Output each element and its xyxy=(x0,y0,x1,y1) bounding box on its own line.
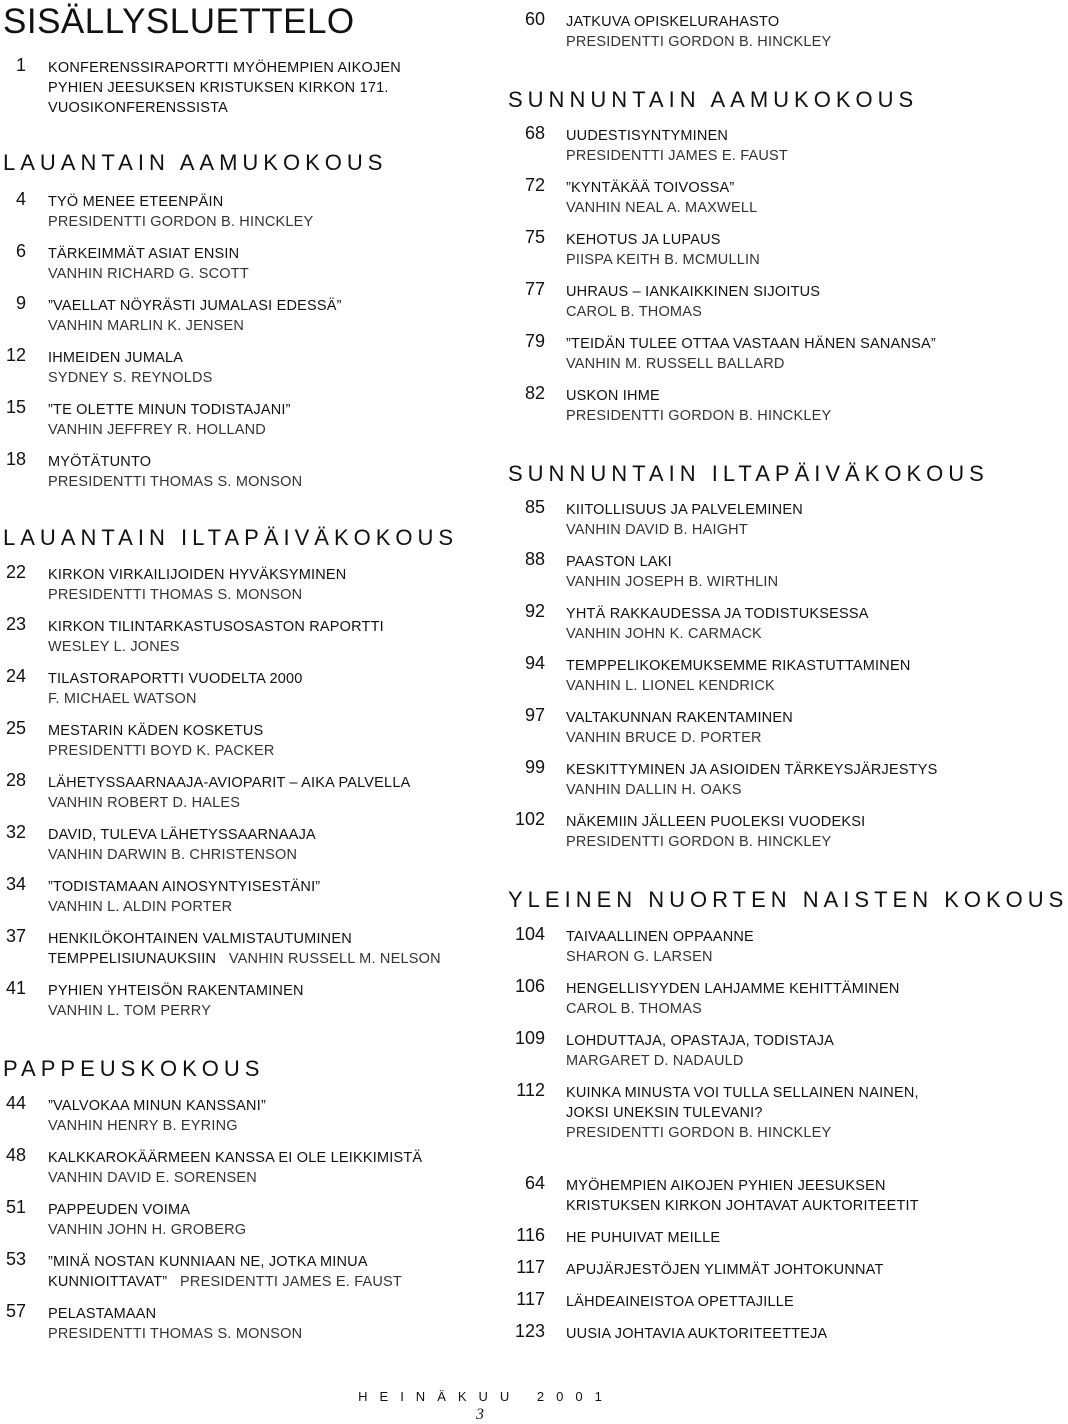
entry-title: HENKILÖKOHTAINEN VALMISTAUTUMINEN xyxy=(48,931,352,947)
entry-speaker: VANHIN NEAL A. MAXWELL xyxy=(566,200,758,216)
entry-title: ”MINÄ NOSTAN KUNNIAAN NE, JOTKA MINUA xyxy=(48,1254,368,1270)
entry-title-continued: KRISTUKSEN KIRKON JOHTAVAT AUKTORITEETIT xyxy=(566,1198,919,1214)
page-number: 28 xyxy=(5,770,26,790)
entry-title: HE PUHUIVAT MEILLE xyxy=(566,1230,721,1246)
entry-speaker: VANHIN RICHARD G. SCOTT xyxy=(48,266,249,282)
entry-title: LOHDUTTAJA, OPASTAJA, TODISTAJA xyxy=(566,1033,835,1049)
page-number: 104 xyxy=(514,924,545,944)
entry-speaker: F. MICHAEL WATSON xyxy=(48,691,197,707)
section-heading: SUNNUNTAIN ILTAPÄIVÄKOKOUS xyxy=(508,461,989,486)
entry-title: PAASTON LAKI xyxy=(566,554,672,570)
entry-title: UUDESTISYNTYMINEN xyxy=(566,128,729,144)
entry-speaker: VANHIN BRUCE D. PORTER xyxy=(566,730,762,746)
entry-speaker: PRESIDENTTI GORDON B. HINCKLEY xyxy=(566,34,832,50)
section-heading: LAUANTAIN ILTAPÄIVÄKOKOUS xyxy=(3,525,459,550)
entry-title: MESTARIN KÄDEN KOSKETUS xyxy=(48,723,264,739)
entry-title: MYÖHEMPIEN AIKOJEN PYHIEN JEESUKSEN xyxy=(566,1178,886,1194)
page-number: 44 xyxy=(5,1093,26,1113)
entry-speaker: PRESIDENTTI GORDON B. HINCKLEY xyxy=(48,214,314,230)
folio-number: 3 xyxy=(476,1406,484,1423)
page-number: 117 xyxy=(516,1257,545,1277)
entry-speaker: VANHIN ROBERT D. HALES xyxy=(48,795,241,811)
entry-title: ”TE OLETTE MINUN TODISTAJANI” xyxy=(48,402,291,418)
entry-title: HENGELLISYYDEN LAHJAMME KEHITTÄMINEN xyxy=(566,981,900,997)
section-heading: LAUANTAIN AAMUKOKOUS xyxy=(3,150,388,175)
page-footer xyxy=(0,1388,960,1423)
page-number: 94 xyxy=(524,653,545,673)
entry-title-continued: JOKSI UNEKSIN TULEVANI? xyxy=(566,1105,763,1121)
page-number: 85 xyxy=(524,497,545,517)
page-number: 60 xyxy=(524,9,545,29)
entry-speaker: VANHIN M. RUSSELL BALLARD xyxy=(566,356,785,372)
entry-title: USKON IHME xyxy=(566,388,660,404)
entry-speaker: PRESIDENTTI JAMES E. FAUST xyxy=(566,148,788,164)
entry-speaker: SHARON G. LARSEN xyxy=(566,949,713,965)
entry-title: TYÖ MENEE ETEENPÄIN xyxy=(48,194,224,210)
entry-title: KESKITTYMINEN JA ASIOIDEN TÄRKEYSJÄRJESTYS xyxy=(566,762,938,778)
page-number: 97 xyxy=(524,705,545,725)
entry-speaker: PRESIDENTTI THOMAS S. MONSON xyxy=(48,474,303,490)
entry-speaker: PIISPA KEITH B. MCMULLIN xyxy=(566,252,760,268)
page-number: 41 xyxy=(5,978,26,998)
entry-speaker: VANHIN L. ALDIN PORTER xyxy=(48,899,233,915)
entry-title: KIRKON TILINTARKASTUSOSASTON RAPORTTI xyxy=(48,619,384,635)
entry-title: APUJÄRJESTÖJEN YLIMMÄT JOHTOKUNNAT xyxy=(566,1262,884,1278)
entry-title: KIITOLLISUUS JA PALVELEMINEN xyxy=(566,502,803,518)
page-number: 117 xyxy=(516,1289,545,1309)
page-number: 77 xyxy=(524,279,545,299)
entry-speaker: VANHIN DAVID E. SORENSEN xyxy=(48,1170,257,1186)
entry-title: KUINKA MINUSTA VOI TULLA SELLAINEN NAINEN, xyxy=(566,1085,919,1101)
entry-speaker: WESLEY L. JONES xyxy=(48,639,180,655)
entry-title: PYHIEN YHTEISÖN RAKENTAMINEN xyxy=(48,983,304,999)
page-number: 48 xyxy=(5,1145,26,1165)
page-number: 25 xyxy=(5,718,26,738)
page-number: 4 xyxy=(15,189,26,209)
page-number: 88 xyxy=(524,549,545,569)
entry-title: ”VAELLAT NÖYRÄSTI JUMALASI EDESSÄ” xyxy=(48,298,342,314)
page-number: 1 xyxy=(15,55,26,75)
entry-speaker: PRESIDENTTI GORDON B. HINCKLEY xyxy=(566,408,832,424)
entry-title: VALTAKUNNAN RAKENTAMINEN xyxy=(566,710,793,726)
entry-title-continued: TEMPPELISIUNAUKSIIN xyxy=(48,951,217,967)
entry-speaker: VANHIN JOHN H. GROBERG xyxy=(48,1222,247,1238)
entry-title-continued: KUNNIOITTAVAT” xyxy=(48,1274,168,1290)
entry-title: KEHOTUS JA LUPAUS xyxy=(566,232,721,248)
page-number: 64 xyxy=(524,1173,545,1193)
entry-title: JATKUVA OPISKELURAHASTO xyxy=(566,14,780,30)
page-number: 53 xyxy=(5,1249,26,1269)
entry-title: ”TODISTAMAAN AINOSYNTYISESTÄNI” xyxy=(48,879,321,895)
page-number: 24 xyxy=(5,666,26,686)
entry-title: ”TEIDÄN TULEE OTTAA VASTAAN HÄNEN SANANSA” xyxy=(566,336,936,352)
section-heading: SUNNUNTAIN AAMUKOKOUS xyxy=(508,87,919,112)
page-number: 75 xyxy=(524,227,545,247)
entry-title: LÄHETYSSAARNAAJA-AVIOPARIT – AIKA PALVELLA xyxy=(48,775,411,791)
entry-title: DAVID, TULEVA LÄHETYSSAARNAAJA xyxy=(48,827,316,843)
page-number: 99 xyxy=(524,757,545,777)
entry-speaker: PRESIDENTTI GORDON B. HINCKLEY xyxy=(566,1125,832,1141)
entry-title: KALKKAROKÄÄRMEEN KANSSA EI OLE LEIKKIMISTÄ xyxy=(48,1150,423,1166)
page-number: 22 xyxy=(5,562,26,582)
entry-title: UUSIA JOHTAVIA AUKTORITEETTEJA xyxy=(566,1326,828,1342)
page-number: 92 xyxy=(524,601,545,621)
entry-title: KIRKON VIRKAILIJOIDEN HYVÄKSYMINEN xyxy=(48,567,347,583)
entry-speaker: VANHIN JOSEPH B. WIRTHLIN xyxy=(566,574,779,590)
entry-speaker: VANHIN DALLIN H. OAKS xyxy=(566,782,742,798)
page-number: 123 xyxy=(514,1321,545,1341)
page-number: 82 xyxy=(524,383,545,403)
entry-speaker: PRESIDENTTI BOYD K. PACKER xyxy=(48,743,275,759)
page-number: 51 xyxy=(5,1197,26,1217)
entry-speaker: VANHIN RUSSELL M. NELSON xyxy=(228,951,441,967)
entry-speaker: VANHIN HENRY B. EYRING xyxy=(48,1118,238,1134)
page-number: 109 xyxy=(514,1028,545,1048)
entry-speaker: VANHIN DAVID B. HAIGHT xyxy=(566,522,748,538)
page-number: 102 xyxy=(514,809,545,829)
entry-title: PELASTAMAAN xyxy=(48,1306,157,1322)
entry-speaker: PRESIDENTTI GORDON B. HINCKLEY xyxy=(566,834,832,850)
page-number: 106 xyxy=(514,976,545,996)
page-number: 12 xyxy=(5,345,26,365)
page-number: 15 xyxy=(5,397,26,417)
page-number: 68 xyxy=(524,123,545,143)
entry-speaker: PRESIDENTTI THOMAS S. MONSON xyxy=(48,1326,303,1342)
entry-title: NÄKEMIIN JÄLLEEN PUOLEKSI VUODEKSI xyxy=(566,814,866,830)
entry-title: TÄRKEIMMÄT ASIAT ENSIN xyxy=(48,246,240,262)
entry-speaker: VANHIN JEFFREY R. HOLLAND xyxy=(48,422,266,438)
entry-title: ”VALVOKAA MINUN KANSSANI” xyxy=(48,1098,266,1114)
entry-title: TAIVAALLINEN OPPAANNE xyxy=(566,929,754,945)
page-number: 34 xyxy=(5,874,26,894)
entry-speaker: PRESIDENTTI JAMES E. FAUST xyxy=(180,1274,402,1290)
page-number: 18 xyxy=(5,449,26,469)
page-number: 37 xyxy=(5,926,26,946)
page-number: 9 xyxy=(15,293,26,313)
entry-speaker: VANHIN L. LIONEL KENDRICK xyxy=(566,678,775,694)
entry-speaker: CAROL B. THOMAS xyxy=(566,1001,702,1017)
page-number: 116 xyxy=(516,1225,545,1245)
issue-date: HEINÄKUU 2001 xyxy=(358,1389,614,1404)
entry-title: IHMEIDEN JUMALA xyxy=(48,350,184,366)
entry-title: PAPPEUDEN VOIMA xyxy=(48,1202,191,1218)
entry-speaker: VANHIN L. TOM PERRY xyxy=(48,1003,212,1019)
entry-title: VUOSIKONFERENSSISTA xyxy=(48,100,228,116)
entry-title: LÄHDEAINEISTOA OPETTAJILLE xyxy=(566,1294,794,1310)
entry-title: UHRAUS – IANKAIKKINEN SIJOITUS xyxy=(566,284,821,300)
page-title: SISÄLLYSLUETTELO xyxy=(3,2,355,41)
entry-title: KONFERENSSIRAPORTTI MYÖHEMPIEN AIKOJEN xyxy=(48,60,401,76)
entry-title: TILASTORAPORTTI VUODELTA 2000 xyxy=(48,671,303,687)
entry-title: PYHIEN JEESUKSEN KRISTUKSEN KIRKON 171. xyxy=(48,80,389,96)
entry-title: ”KYNTÄKÄÄ TOIVOSSA” xyxy=(566,180,735,196)
page-number: 23 xyxy=(5,614,26,634)
page-number: 57 xyxy=(5,1301,26,1321)
entry-speaker: VANHIN DARWIN B. CHRISTENSON xyxy=(48,847,298,863)
page-number: 112 xyxy=(516,1080,545,1100)
section-heading: PAPPEUSKOKOUS xyxy=(3,1056,265,1081)
page-number: 32 xyxy=(5,822,26,842)
section-heading: YLEINEN NUORTEN NAISTEN KOKOUS xyxy=(508,887,1068,912)
entry-speaker: VANHIN MARLIN K. JENSEN xyxy=(48,318,245,334)
entry-title: MYÖTÄTUNTO xyxy=(48,454,152,470)
page-number: 79 xyxy=(524,331,545,351)
page-number: 6 xyxy=(15,241,26,261)
entry-title: YHTÄ RAKKAUDESSA JA TODISTUKSESSA xyxy=(566,606,869,622)
entry-title: TEMPPELIKOKEMUKSEMME RIKASTUTTAMINEN xyxy=(566,658,911,674)
entry-speaker: SYDNEY S. REYNOLDS xyxy=(48,370,213,386)
entry-speaker: CAROL B. THOMAS xyxy=(566,304,702,320)
entry-speaker: VANHIN JOHN K. CARMACK xyxy=(566,626,762,642)
entry-speaker: MARGARET D. NADAULD xyxy=(566,1053,744,1069)
entry-speaker: PRESIDENTTI THOMAS S. MONSON xyxy=(48,587,303,603)
page-number: 72 xyxy=(524,175,545,195)
